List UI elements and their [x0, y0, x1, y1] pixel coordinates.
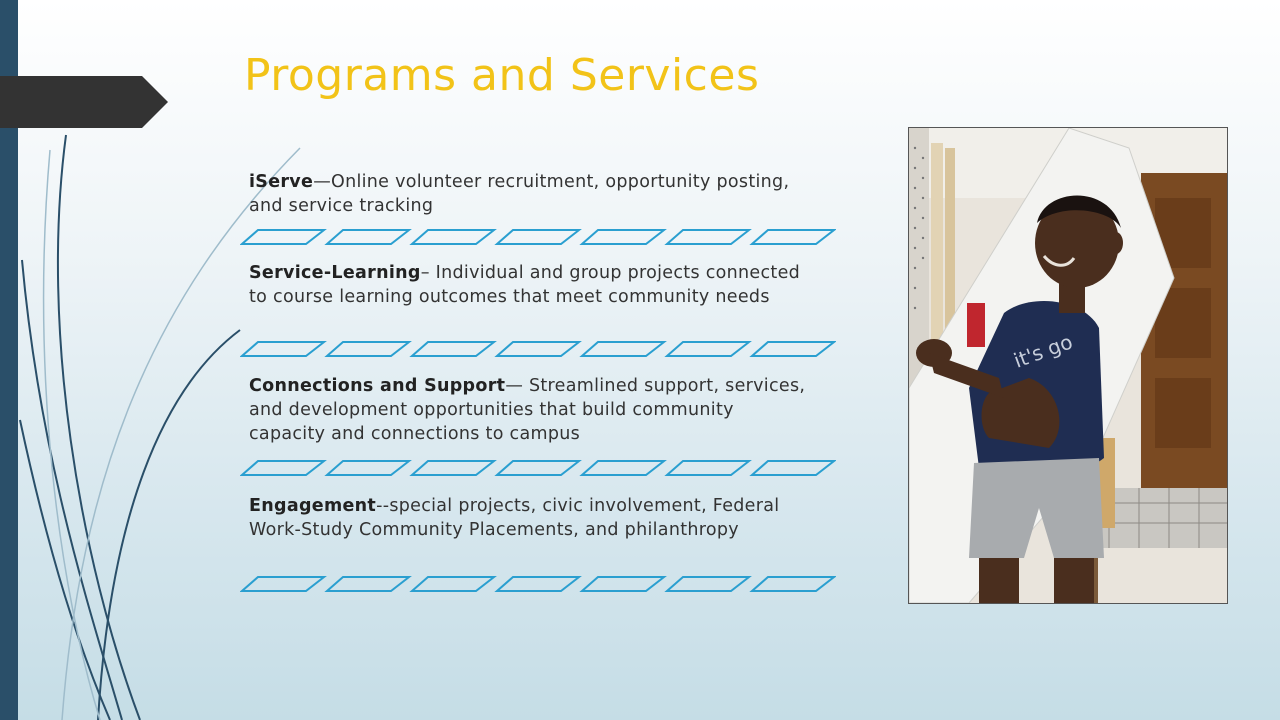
item-text: Streamlined support, services, and development opportunities that build community capacity and connections to campus — [249, 376, 806, 444]
volunteer-photo — [908, 127, 1228, 604]
item-separator: – — [420, 263, 436, 283]
parallelogram-row-icon — [240, 575, 836, 593]
volunteer-photo-illustration — [909, 128, 1227, 603]
item-separator: — — [313, 172, 331, 192]
item-separator: -- — [376, 496, 390, 516]
svg-text:it's go: it's go — [1010, 329, 1076, 373]
parallelogram-row-icon — [240, 459, 836, 477]
parallelogram-row-icon — [240, 228, 836, 246]
item-name: Service-Learning — [249, 263, 421, 283]
item-separator: — — [505, 376, 529, 396]
item-name: Engagement — [249, 496, 377, 516]
item-text: special projects, civic involvement, Federal Work-Study Community Placements, and philanthropy — [249, 496, 780, 540]
slide-title: Programs and Services — [244, 50, 760, 101]
list-item-iserve — [249, 170, 809, 218]
list-item-service-learning — [249, 261, 809, 309]
title-tab-shape — [0, 76, 168, 128]
item-text: Online volunteer recruitment, opportunity posting, and service tracking — [249, 172, 790, 216]
item-name: Connections and Support — [249, 376, 506, 396]
list-item-engagement — [249, 494, 809, 542]
parallelogram-row-icon — [240, 340, 836, 358]
item-text: Individual and group projects connected to course learning outcomes that meet community needs — [249, 263, 801, 307]
list-item-connections-support — [249, 374, 809, 446]
item-name: iServe — [249, 172, 314, 192]
